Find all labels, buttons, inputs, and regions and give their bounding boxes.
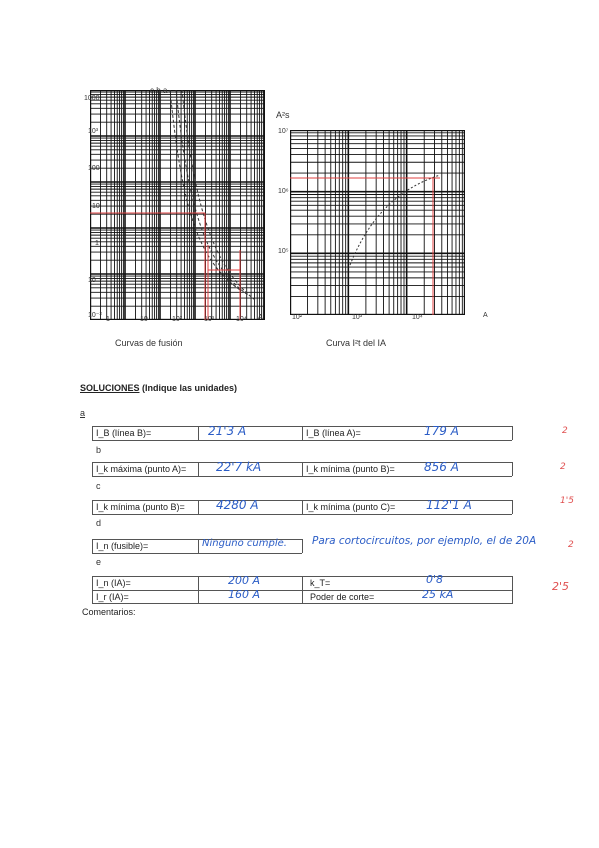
row-e-divider [92,576,93,604]
row-b-divider [92,462,93,476]
row-d-divider [198,539,199,553]
fusion-y-tick: 1 [95,240,99,247]
row-b-divider [302,462,303,476]
row-a-divider [92,426,93,440]
i2t-x-tick: 10³ [352,314,363,321]
i2t-x-unit: A [483,312,488,319]
section-a-label: a [80,408,86,418]
row-c-divider [302,500,303,514]
row-e-label-2: k_T= [310,578,331,588]
i2t-curve-chart [290,130,465,315]
row-a-label-2: I_B (línea A)= [306,428,361,438]
grid-frame [291,131,465,315]
row-e-divider [302,576,303,604]
i2t-y-tick: 10⁵ [278,248,289,255]
row-b-label-2: I_k mínima (punto B)= [306,464,395,474]
row-d-divider [302,539,303,553]
row-e-label-4: Poder de corte= [310,592,375,602]
i2t-x-tick: 10⁴ [412,314,423,321]
section-d-label: d [96,518,102,528]
row-d-divider [92,539,93,553]
row-c-grade: 1'5 [560,496,574,506]
row-e-label-3: I_r (IA)= [96,592,129,602]
row-a-grade: 2 [562,426,568,436]
row-c-label-1: I_k mínima (punto B)= [96,502,185,512]
section-e-label: e [96,557,102,567]
fusion-legend: c b a [150,86,168,95]
fusion-x-tick: 10³ [204,316,215,323]
i2t-x-tick: 10² [292,314,303,321]
row-e-value-1: 200 A [228,574,261,587]
row-a-divider [512,426,513,440]
i2t-curve [350,175,440,265]
fusion-y-tick: 10 [92,203,100,210]
row-b-value-1: 22'7 kA [216,460,262,474]
row-e-label-1: I_n (IA)= [96,578,131,588]
row-e-grade: 2'5 [552,580,570,593]
fusion-y-tick: 10⁻¹ [88,277,102,284]
row-d-note: Para cortocircuitos, por ejemplo, el de 20A [312,535,537,547]
row-a-label-1: I_B (línea B)= [96,428,152,438]
row-a-divider [198,426,199,440]
row-e-divider [198,576,199,604]
row-b-divider [512,462,513,476]
row-c-value-2: 112'1 A [426,498,472,512]
i2t-y-label: A²s [276,110,290,120]
fusion-curves-plot [90,90,265,320]
row-d-label-1: I_n (fusible)= [96,541,149,551]
row-a-divider [302,426,303,440]
i2t-y-tick: 10⁷ [278,128,289,135]
row-e-value-2: 0'8 [426,573,444,586]
fusion-y-tick: 100 [88,165,100,172]
fusion-x-tick: 10 [140,316,148,323]
fusion-curves-chart [90,90,265,320]
i2t-curve-plot [290,130,465,315]
row-e-divider [512,576,513,604]
fusion-x-tick: 10⁴ [236,316,247,323]
row-e-value-3: 160 A [228,588,261,601]
row-d-value-1: Ninguno cumple. [202,538,287,549]
fusion-x-unit: A [258,314,263,321]
grid-frame [91,91,265,320]
section-c-label: c [96,481,101,491]
section-b-label: b [96,445,102,455]
row-a-value-2: 179 A [424,424,459,438]
fusion-y-tick: 1000 [84,95,100,102]
fusion-curves-caption: Curvas de fusión [115,338,183,348]
solutions-heading [80,383,237,393]
solutions-note: (Indique las unidades) [142,383,238,393]
row-b-grade: 2 [560,462,566,472]
row-e-value-4: 25 kA [422,588,454,601]
i2t-y-tick: 10⁶ [278,188,289,195]
row-b-divider [198,462,199,476]
row-b-label-1: I_k máxima (punto A)= [96,464,187,474]
row-c-divider [198,500,199,514]
row-b-value-2: 856 A [424,460,459,474]
row-c-value-1: 4280 A [216,498,259,512]
i2t-curve-caption: Curva I²t del IA [326,338,387,348]
row-a-value-1: 21'3 A [208,424,247,438]
solutions-title: SOLUCIONES [80,383,140,393]
fusion-y-tick: 10³ [88,128,99,135]
row-c-divider [512,500,513,514]
comments-label: Comentarios: [82,607,136,617]
fusion-x-tick: 10² [172,316,183,323]
row-d-grade: 2 [568,540,574,550]
fusion-y-tick: 10⁻² [88,312,102,319]
row-c-divider [92,500,93,514]
row-c-label-2: I_k mínima (punto C)= [306,502,396,512]
fusion-x-tick: 1 [106,316,110,323]
